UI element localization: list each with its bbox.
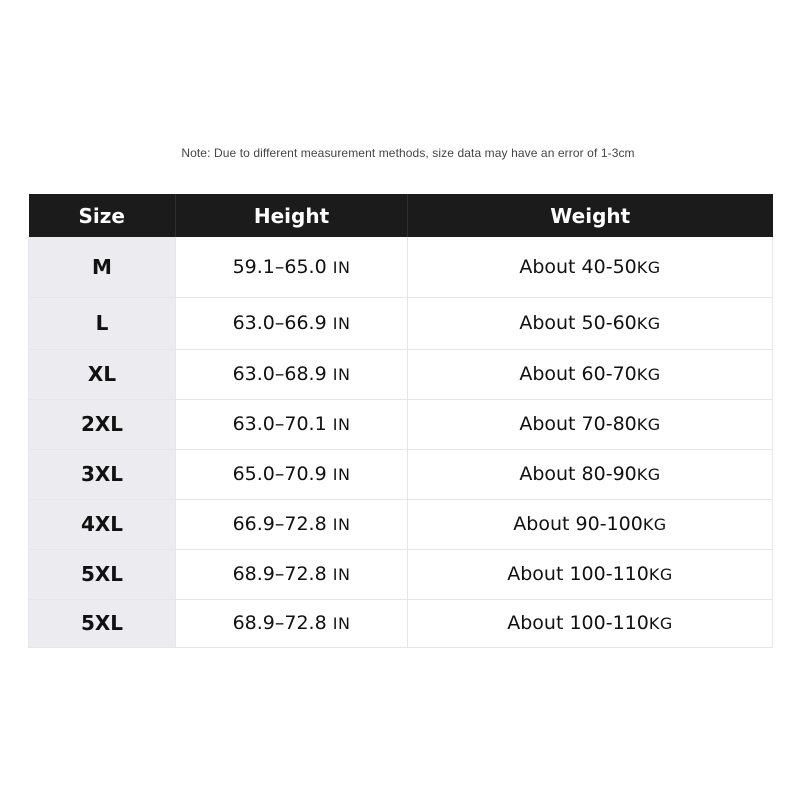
weight-unit: KG <box>636 415 661 434</box>
table-row <box>29 297 773 349</box>
weight-value: About 90-100 <box>513 513 643 535</box>
weight-cell <box>408 599 773 647</box>
height-cell <box>176 399 408 449</box>
weight-cell <box>408 399 773 449</box>
weight-unit: KG <box>636 314 661 333</box>
weight-unit: KG <box>636 465 661 484</box>
size-cell: 2XL <box>29 399 176 449</box>
header-row <box>29 194 773 237</box>
weight-value: About 100-110 <box>507 563 649 585</box>
size-cell: 4XL <box>29 499 176 549</box>
size-table <box>28 194 773 648</box>
height-value: 65.0–70.9 <box>232 463 327 485</box>
weight-unit: KG <box>648 614 673 633</box>
size-cell: 5XL <box>29 599 176 647</box>
weight-unit: KG <box>636 365 661 384</box>
height-value: 63.0–68.9 <box>232 363 327 385</box>
height-cell <box>176 449 408 499</box>
weight-cell <box>408 297 773 349</box>
header-height: Height <box>176 194 408 237</box>
height-unit: IN <box>332 614 351 633</box>
height-cell <box>176 297 408 349</box>
table-row <box>29 349 773 399</box>
height-value: 68.9–72.8 <box>232 563 327 585</box>
table-row <box>29 399 773 449</box>
size-cell: L <box>29 297 176 349</box>
height-unit: IN <box>332 365 351 384</box>
height-unit: IN <box>332 515 351 534</box>
weight-cell <box>408 499 773 549</box>
weight-value: About 100-110 <box>507 612 649 634</box>
weight-value: About 50-60 <box>519 312 637 334</box>
measurement-note: Note: Due to different measurement methods, size data may have an error of 1-3cm <box>181 146 635 160</box>
height-value: 63.0–66.9 <box>232 312 327 334</box>
weight-unit: KG <box>642 515 667 534</box>
height-cell <box>176 237 408 297</box>
height-value: 68.9–72.8 <box>232 612 327 634</box>
size-cell: 3XL <box>29 449 176 499</box>
weight-value: About 70-80 <box>519 413 637 435</box>
table-row <box>29 599 773 647</box>
weight-value: About 40-50 <box>519 255 637 278</box>
size-cell: XL <box>29 349 176 399</box>
table-header <box>29 194 773 237</box>
height-unit: IN <box>332 465 351 484</box>
weight-cell <box>408 237 773 297</box>
weight-unit: KG <box>648 565 673 584</box>
height-unit: IN <box>332 415 351 434</box>
weight-unit: KG <box>636 257 661 277</box>
weight-value: About 80-90 <box>519 463 637 485</box>
height-cell <box>176 549 408 599</box>
weight-cell <box>408 549 773 599</box>
height-unit: IN <box>332 314 351 333</box>
weight-cell <box>408 449 773 499</box>
table-row <box>29 237 773 297</box>
table-row <box>29 499 773 549</box>
height-value: 63.0–70.1 <box>232 413 327 435</box>
height-cell <box>176 349 408 399</box>
height-cell <box>176 599 408 647</box>
height-unit: IN <box>332 565 351 584</box>
header-size: Size <box>29 194 176 237</box>
size-cell: 5XL <box>29 549 176 599</box>
size-cell: M <box>29 237 176 297</box>
height-cell <box>176 499 408 549</box>
table-row <box>29 449 773 499</box>
header-weight: Weight <box>408 194 773 237</box>
table-row <box>29 549 773 599</box>
height-value: 66.9–72.8 <box>232 513 327 535</box>
weight-cell <box>408 349 773 399</box>
height-unit: IN <box>332 257 351 277</box>
height-value: 59.1–65.0 <box>232 255 327 278</box>
table-body <box>29 237 773 647</box>
weight-value: About 60-70 <box>519 363 637 385</box>
